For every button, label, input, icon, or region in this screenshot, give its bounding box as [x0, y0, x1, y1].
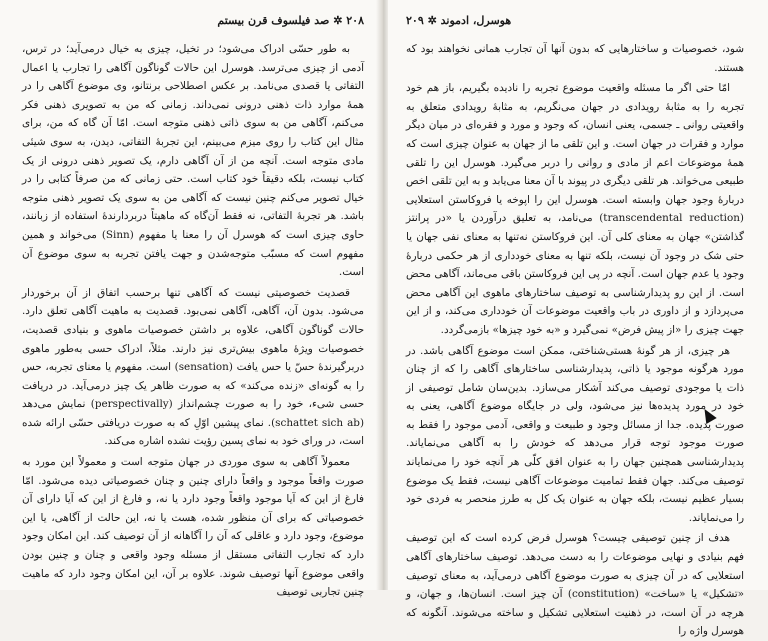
right-body-text [406, 40, 744, 641]
left-running-head [22, 14, 364, 32]
right-paragraph-1: شود، خصوصیات و ساختارهایی که بدون آنها آن تجارب همانی نخواهند بود که هستند. [406, 43, 744, 74]
right-page-number-line [406, 14, 511, 27]
left-running-title: صد فیلسوف قرن بیستم [217, 14, 330, 27]
left-star-ornament: ✲ [333, 14, 343, 27]
right-star-ornament: ✲ [427, 14, 437, 27]
left-paragraph-3: معمولاً آگاهی به سوی موردی در جهان متوجه است و معمولاً این مورد به صورت واقعاً موجود و واقعاً دارای چنین و چنان خصوصیاتی دیده می‌شود. امّا فارغ از این که آیا موجود واقعاً وجود دارد یا نه، و فارغ از این که آیا دارای آن خصوصیاتی که برای آن منظور شده، هست یا نه، این حالت از آگاهی، یا این موضوع، وجود دارد و عاقلی که آن را آگاهانه از آن توصیف کند. این امکان وجود دارد که تجارب التفاتی مستقل از مسئله وجود واقعی و چنان و چنین بودن واقعی موضوع آنها توصیف شوند. علاوه بر آن، این امکان وجود دارد که ماهیت چنین تجاربی توصیف [22, 456, 364, 599]
right-running-head [406, 14, 744, 32]
left-paragraph-2: قصدیت خصوصیتی نیست که آگاهی تنها برحسب اتفاق از آن برخوردار می‌شود. بدون آن، آگاهی، آگاهی نمی‌بود. قصدیت به ماهیت آگاهی تعلق دارد. حالات گوناگون آگاهی، علاوه بر داشتن خصوصیات ماهوی و بنیادی قصدیت، خصوصیات ویژهٔ ماهوی بیش‌تری نیز دارند. مثلاً، ادراک حسی به‌طور ماهوی دربرگیرندهٔ حسّ یا حس یافت (sensation) است. مفهوم یا معنای تجربه، حس را به گونه‌ای «زنده می‌کند» که به صورت ظاهر یک چیز درمی‌آید. در دریافت حسی شیء، خود را به صورت چشم‌انداز (perspectivally) نمایش می‌دهد (schattet sich ab). نمای پیشین اوّلِ که به صورت دریافتی حسّی ارائه شده است، در ورای خود به نمای پسین رؤیت نشده اشاره می‌کند. [22, 286, 365, 448]
left-page [0, 0, 378, 599]
left-body-text [22, 40, 364, 602]
left-paragraph-1: به طور حسّی ادراک می‌شود؛ در تخیل، چیزی به خیال درمی‌آید؛ در ترس، آدمی از چیزی می‌ترسد. هوسرل این حالات گوناگون آگاهی را تجارب یا اعمال التفاتی یا قصدی می‌نامد. بر عکس اصطلاحی برنتانو، وی موضوع آگاهی را در همهٔ موارد ذات ذهنی درونی نمی‌داند. زمانی که من به تصویری ذهنی فکر می‌کنم، آگاهی من به سوی ذاتی ذهنی متوجه است. امّا آن گاه که من، برای مثال این کتاب را روی میزم می‌بینم، این تجربهٔ التفاتی، دیدن، به سوی شیئی مادی متوجه است. آنچه من از آن آگاهی دارم، یک تصویر ذهنی درونی از یک کتاب نیست، بلکه دقیقاً خود کتاب است. حتی زمانی که من صرفاً کتابی را در خیال تصویر می‌کنم چنین نیست که آگاهی من به سوی یک تصویر ذهنی متوجه باشد. هر تجربهٔ التفاتی، نه فقط آن‌گاه که ماهیتاً دربردارندهٔ استفاده از زبانند، حاوی چیزی است که هوسرل آن را معنا یا مفهوم (Sinn) می‌خواند و همین مفهوم است که مسبّب متوجه‌شدن و جهت یافتن تجربه به سوی موضوع آن است. [22, 43, 365, 279]
right-page-number: ۲۰۹ [406, 14, 424, 27]
right-paragraph-4: هدف از چنین توصیفی چیست؟ هوسرل فرض کرده است که این توصیف فهم بنیادی و نهایی موضوعات را به دست می‌دهد. توصیف ساختارهای آگاهی استعلایی که در آن چیزی به صورت موضوع آگاهی درمی‌آید، به معنای توصیف «تشکیل» یا «ساخت» (constitution) آن چیز است. انسان‌ها، و جهان، و هرچه در آن است، در ذهنیت استعلایی تشکیل و ساخته می‌شوند. آنگونه که هوسرل واژه را [406, 532, 744, 638]
left-page-number: ۲۰۸ [346, 14, 364, 27]
right-page [388, 0, 768, 638]
left-page-number-line [217, 14, 364, 27]
right-running-title: هوسرل، ادموند [440, 14, 512, 27]
right-paragraph-2: امّا حتی اگر ما مسئله واقعیت موضوع تجربه را نادیده بگیریم، باز هم خود تجربه را به مثابهٔ رویدادی در جهان می‌نگریم، به مثابهٔ رویدادی متعلق به واقعیتی روانی ـ جسمی، یعنی انسان، که وجود و مورد و فقره‌ای در میان دیگر موارد و فقرات در جهان است. و این تلقی ما از جهان به عنوان چیزی است که همهٔ موضوعات اعم از مادی و روانی را دربر می‌گیرد. هوسرل این را تلقی طبیعی می‌خواند. هر تلقی دیگری در پیوند با آن معنا می‌یابد و به این تلقی اخص دربارهٔ وجود جهان وابسته است. هوسرل این را اپوخه یا فروکاستن استعلایی (transcendental reduction) می‌نامد، به تعلیق درآوردن یا «در پرانتز گذاشتن» جهان به معنای کلی آن. این فروکاستن نه‌تنها به معنای نفی جهان یا حتی شک در وجود آن نیست، بلکه تنها به معنای خودداری از هر حکمی دربارهٔ وجود یا عدم جهان است. آنچه در پی این فروکاستن باقی می‌ماند، آگاهی محض است. از این رو پدیدارشناسی به توصیف ساختارهای ماهوی این آگاهی محض می‌پردازد و از داوری در باب واقعیت موضوعات آن خودداری می‌کند، و از این جهت چیزی را «از پیش فرض» نمی‌گیرد و «به خود چیزها» بازمی‌گردد. [406, 82, 744, 336]
right-paragraph-3: هر چیزی، از هر گونهٔ هستی‌شناختی، ممکن است موضوع آگاهی باشد. در مورد هرگونه موجود یا ذاتی، پدیدارشناسی ساختارهای آگاهی را که از چنان ذات یا موجودی توصیف می‌کند آشکار می‌سازد. بدین‌سان شامل توصیفی از خود در مورد پدیده‌ها نیز می‌شود، ولی در جایگاه موضوع آگاهی، یعنی به صورت پدیده. جدا از مسائل وجود و طبیعت و واقعی، آدمی موجود را فقط به صورت موجود توجه قرار می‌دهد که خودش را به آگاهی می‌نمایاند. پدیدارشناسی همچنین جهان را به عنوان افق کلّی هر آنچه خود را می‌نمایاند توصیف می‌کند. جهان فقط تمامیت موضوعات آگاهی نیست، فقط یک موضوع بسیار عظیم نیست، بلکه جهان به عنوان یک کل به طرز منحصر به فردی خود را می‌نمایاند. [406, 344, 744, 524]
